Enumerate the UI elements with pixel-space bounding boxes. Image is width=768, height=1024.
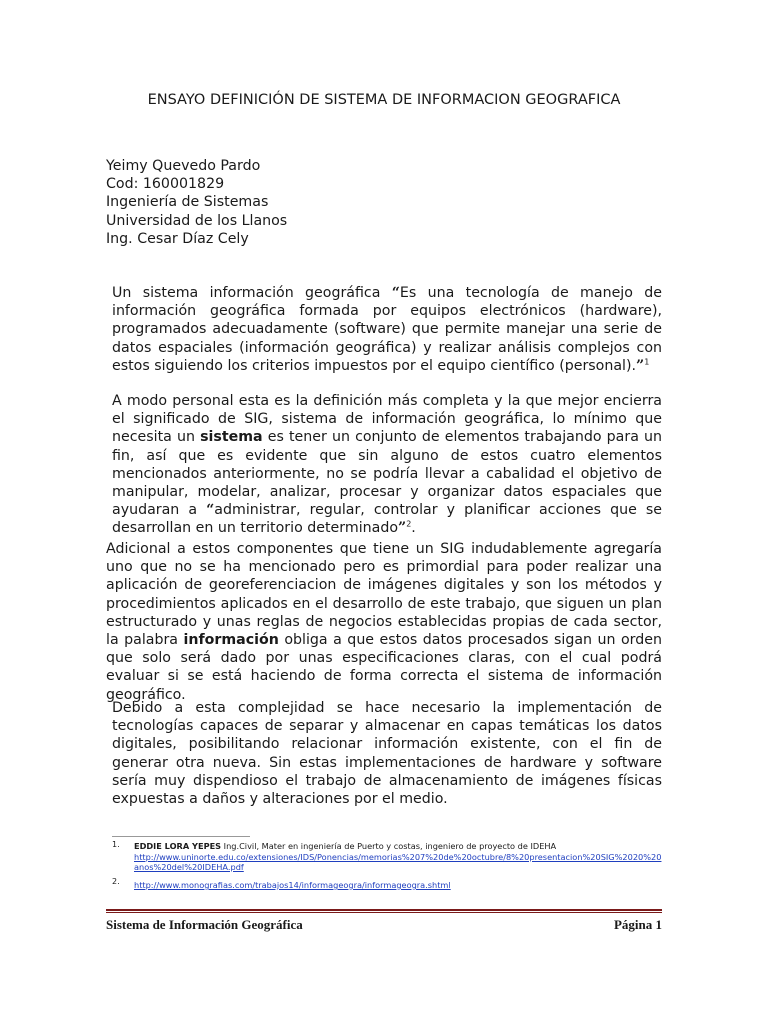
page-number: Página 1 xyxy=(613,917,662,932)
footnote-1-number: 1. xyxy=(112,840,120,849)
footnote-separator xyxy=(112,836,250,837)
document-title: ENSAYO DEFINICIÓN DE SISTEMA DE INFORMACION GEOGRAFICA xyxy=(147,92,621,108)
paragraph-3: Adicional a estos componentes que tiene un SIG indudablemente agregaría uno que no se ha mencionado pero es primordial para poder realizar una aplicación de georeferenciacion de imágenes digitales y son los métodos y procedimientos aplicados en el desarrollo de este trabajo, que siguen un plan estructurado y unas reglas de negocios establecidas propias de cada sector, la palabra información obliga a que estos datos procesados sigan un orden que solo será dado por unas especificaciones claras, con el cual podrá evaluar si se está haciendo de forma correcta el sistema de información geográfico. xyxy=(106,541,662,703)
footer-title: Sistema de Información Geográfica xyxy=(106,917,303,932)
footer-rule-thin xyxy=(106,912,662,913)
footnote-2-number: 2. xyxy=(112,877,120,886)
footnote-ref-2[interactable]: 2 xyxy=(406,519,412,529)
footnote-ref-1[interactable]: 1 xyxy=(644,357,650,367)
student-code: Cod: 160001829 xyxy=(106,176,225,193)
program: Ingeniería de Sistemas xyxy=(106,194,269,211)
paragraph-2: A modo personal esta es la definición más completa y la que mejor encierra el significado de SIG, sistema de información geográfica, lo mínimo que necesita un sistema es tener un conjunto de elementos trabajando para un fin, así que es evidente que sin alguno de estos cuatro elementos mencionados anteriormente, no se podría llevar a cabalidad el objetivo de manipular, modelar, analizar, procesar y organizar datos espaciales que ayudaran a “administrar, regular, controlar y planificar acciones que se desarrollan en un territorio determinado”$^2$. xyxy=(112,393,662,537)
paragraph-4: Debido a esta complejidad se hace necesario la implementación de tecnologías capaces de separar y almacenar en capas temáticas los datos digitales, posibilitando relacionar información existente, con el fin de generar otra nueva. Sin estas implementaciones de hardware y software sería muy dispendioso el trabajo de almacenamiento de imágenes físicas expuestas a daños y alteraciones por el medio. xyxy=(112,700,662,808)
university: Universidad de los Llanos xyxy=(106,212,288,229)
paragraph-1: Un sistema información geográfica “Es una tecnología de manejo de información geográfica formada por equipos electrónicos (hardware), programados adecuadamente (software) que permite manejar una serie de datos espaciales (información geográfica) y realizar análisis complejos con estos siguiendo los criterios impuestos por el equipo científico (personal).”$^1$ xyxy=(112,285,662,374)
footnote-2 xyxy=(134,880,662,891)
professor: Ing. Cesar Díaz Cely xyxy=(106,230,249,247)
author-name: Yeimy Quevedo Pardo xyxy=(106,158,261,174)
footnote-1 xyxy=(134,841,662,873)
footnote-1-link[interactable]: http://www.uninorte.edu.co/extensiones/IDS/Ponencias/memorias%207%20de%20octubre/8%20presentacion%20SIG%2020%20anos%20del%20IDEHA.pdf xyxy=(134,851,662,872)
footnote-2-link[interactable]: http://www.monografias.com/trabajos14/informageogra/informageogra.shtml xyxy=(134,880,451,890)
author-block xyxy=(106,157,287,248)
footer-rule-thick xyxy=(106,909,662,911)
footnote-1-text: Ing.Civil, Mater en ingeniería de Puerto y costas, ingeniero de proyecto de IDEHA xyxy=(221,841,557,851)
footnote-1-author: EDDIE LORA YEPES xyxy=(134,841,222,851)
